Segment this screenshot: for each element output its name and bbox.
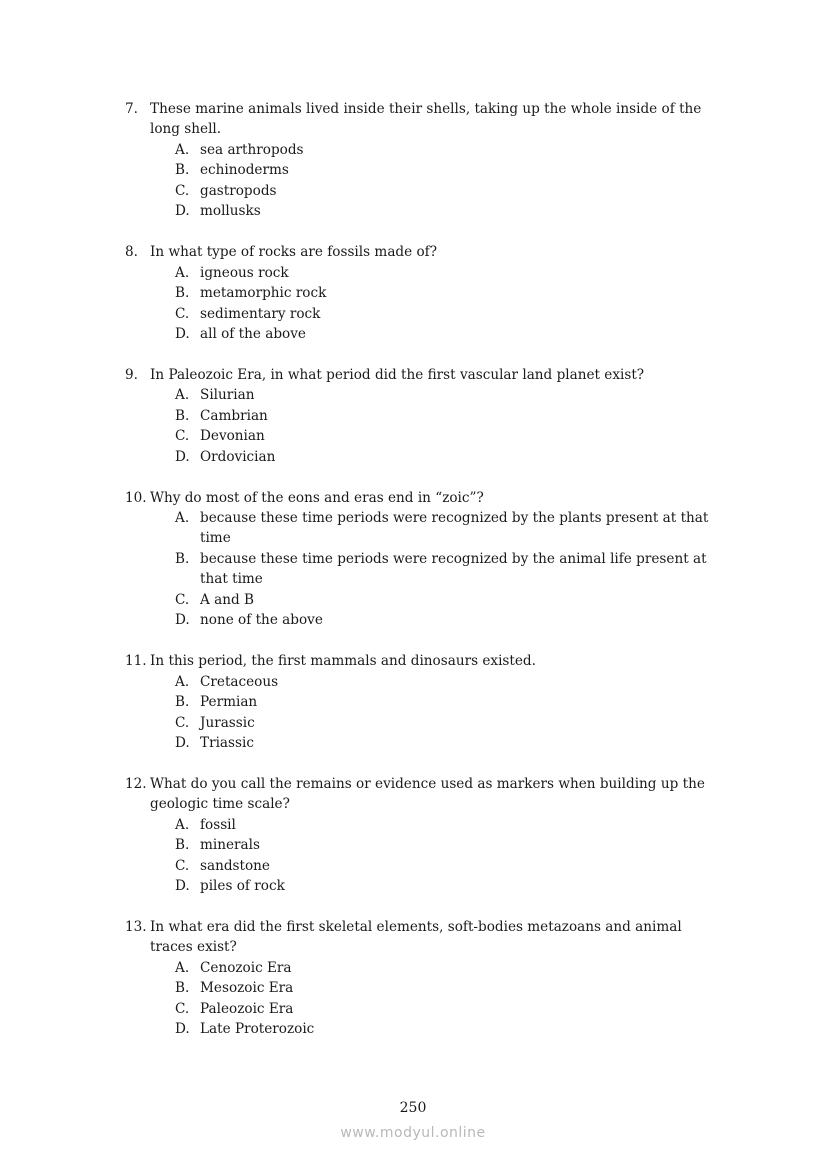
question-stem [0,365,720,385]
page-number: 250 [399,1100,427,1116]
question-stem [0,99,720,140]
option-text: fossil [200,816,236,833]
option-text: none of the above [200,612,323,629]
question-stem [0,488,720,508]
option-letter: A. [175,387,190,404]
option-text: Cenozoic Era [200,959,292,976]
question-text: Why do most of the eons and eras end in “zoic”? [150,489,484,506]
option-text: mollusks [200,203,261,220]
option-letter: C. [175,857,190,874]
answer-option [0,590,720,610]
option-text: Permian [200,694,258,711]
answer-option [0,181,720,201]
option-letter: D. [175,325,190,342]
option-text: because these time periods were recognized by the animal life present at that time [200,550,707,588]
question-number: 11. [125,653,147,670]
option-text: Mesozoic Era [200,980,294,997]
option-text: echinoderms [200,162,289,179]
answer-option [0,856,720,876]
question-item [0,917,826,1040]
option-text: because these time periods were recognized by the plants present at that time [200,510,709,547]
option-letter: A. [175,510,190,527]
option-text: all of the above [200,325,306,342]
answer-option [0,549,720,590]
question-stem [0,917,720,958]
option-letter: C. [175,428,190,445]
option-text: sea arthropods [200,141,304,158]
answer-option [0,385,720,405]
option-letter: B. [175,550,190,567]
answer-option [0,447,720,467]
answer-option [0,692,720,712]
option-letter: A. [175,959,190,976]
option-letter: B. [175,285,190,302]
answer-option [0,815,720,835]
answer-option [0,1019,720,1039]
option-letter: D. [175,878,190,895]
question-stem [0,651,720,671]
answer-option [0,304,720,324]
option-text: Ordovician [200,448,276,465]
answer-option [0,672,720,692]
option-text: Devonian [200,428,265,445]
option-text: Late Proterozoic [200,1021,315,1038]
question-text: In what era did the first skeletal elements, soft-bodies metazoans and animal traces exist? [150,919,682,956]
question-item [0,651,826,753]
option-letter: C. [175,591,190,608]
option-letter: B. [175,980,190,997]
option-text: minerals [200,837,260,854]
question-text: In this period, the first mammals and dinosaurs existed. [150,653,536,670]
question-item [0,774,826,897]
option-letter: B. [175,162,190,179]
answer-option [0,140,720,160]
answer-option [0,324,720,344]
question-list [0,99,826,1060]
option-text: A and B [200,591,255,608]
question-text: What do you call the remains or evidence used as markers when building up the geologic time scale? [150,775,705,813]
answer-option [0,160,720,180]
option-text: sandstone [200,857,270,874]
question-number: 9. [125,366,138,383]
question-number: 12. [125,775,147,792]
option-letter: D. [175,734,190,751]
option-text: Triassic [200,734,254,751]
question-item [0,365,826,467]
answer-option [0,283,720,303]
question-text: In Paleozoic Era, in what period did the first vascular land planet exist? [150,366,645,383]
answer-option [0,713,720,733]
option-letter: A. [175,264,190,281]
option-letter: D. [175,203,190,220]
question-item [0,99,826,222]
option-text: gastropods [200,182,277,199]
option-letter: A. [175,141,190,158]
option-text: Cambrian [200,407,268,424]
option-letter: C. [175,714,190,731]
option-letter: C. [175,1000,190,1017]
option-letter: B. [175,837,190,854]
option-text: Jurassic [200,714,255,731]
option-text: Paleozoic Era [200,1000,294,1017]
answer-option [0,508,720,549]
option-letter: B. [175,694,190,711]
answer-option [0,201,720,221]
answer-option [0,426,720,446]
question-number: 13. [125,919,147,936]
answer-option [0,263,720,283]
option-text: igneous rock [200,264,289,281]
question-item [0,242,826,344]
option-letter: A. [175,673,190,690]
option-text: sedimentary rock [200,305,321,322]
option-text: metamorphic rock [200,285,327,302]
answer-option [0,733,720,753]
answer-option [0,406,720,426]
option-letter: C. [175,305,190,322]
option-letter: D. [175,448,190,465]
question-number: 10. [125,489,147,506]
option-letter: D. [175,612,190,629]
question-stem [0,242,720,262]
question-number: 7. [125,101,138,117]
option-text: piles of rock [200,878,285,895]
watermark: www.modyul.online [340,1125,486,1141]
answer-option [0,999,720,1019]
answer-option [0,876,720,896]
question-item [0,488,826,631]
question-number: 8. [125,244,138,261]
answer-option [0,958,720,978]
option-letter: A. [175,816,190,833]
option-letter: B. [175,407,190,424]
answer-option [0,610,720,630]
question-stem [0,774,720,815]
answer-option [0,978,720,998]
question-text: These marine animals lived inside their shells, taking up the whole inside of the long shell. [150,101,702,138]
option-letter: D. [175,1021,190,1038]
option-letter: C. [175,182,190,199]
option-text: Cretaceous [200,673,279,690]
option-text: Silurian [200,387,255,404]
answer-option [0,835,720,855]
question-text: In what type of rocks are fossils made of? [150,244,437,261]
